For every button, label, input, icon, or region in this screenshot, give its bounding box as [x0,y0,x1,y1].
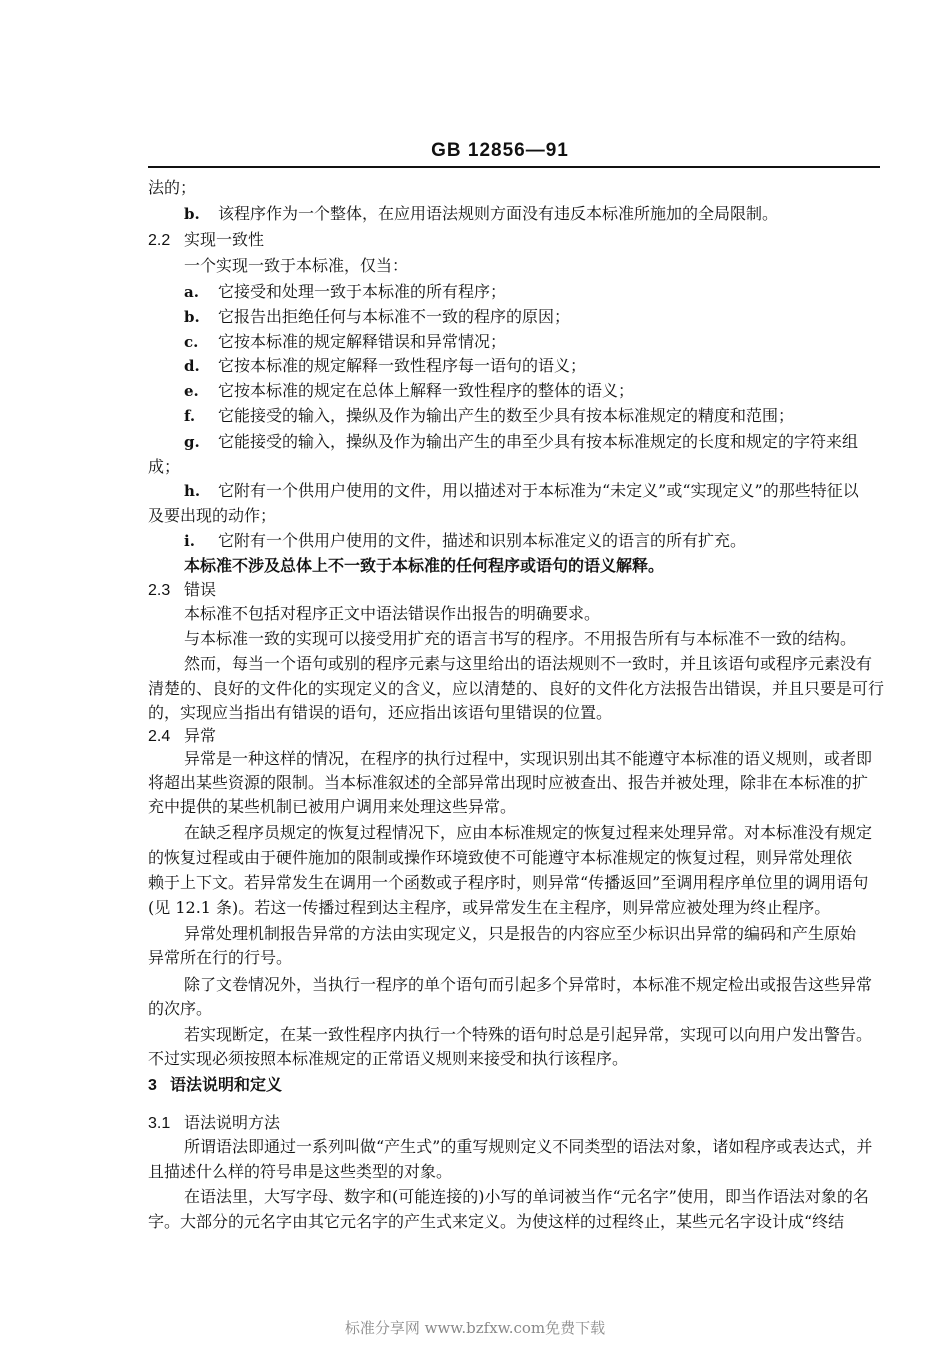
section-number: 3 [148,1077,157,1094]
header-rule [148,166,880,168]
section-title: 语法说明和定义 [170,1075,283,1094]
list-item: 该程序作为一个整体，在应用语法规则方面没有违反本标准所施加的全局限制。 [218,204,779,223]
list-label: f. [184,407,196,425]
text-line: 一个实现一致于本标准，仅当： [184,256,409,275]
text-line: 本标准不涉及总体上不一致于本标准的任何程序或语句的语义解释。 [184,556,665,575]
text-line: 然而，每当一个语句或别的程序元素与这里给出的语法规则不一致时，并且该语句或程序元素没有 [184,654,873,673]
text-line: 的次序。 [148,999,213,1018]
text-line: 充中提供的某些机制已被用户调用来处理这些异常。 [148,797,517,816]
section-number: 2.4 [148,728,171,745]
document-number-header: GB 12856—91 [431,140,569,161]
section-heading-2-4 [148,726,216,746]
section-heading-3 [148,1075,282,1095]
text-line: 在缺乏程序员规定的恢复过程情况下，应由本标准规定的恢复过程来处理异常。对本标准没有规定 [184,823,873,842]
text-line: 在语法里，大写字母、数字和(可能连接的)小写的单词被当作“元名字”使用，即当作语法对象的名 [184,1187,869,1206]
list-item: 它能接受的输入，操纵及作为输出产生的串至少具有按本标准规定的长度和规定的字符来组 [218,432,859,451]
list-label: d. [184,357,200,375]
section-heading-3-1 [148,1113,280,1133]
text-line: 赖于上下文。若异常发生在调用一个函数或子程序时，则异常“传播返回”至调用程序单位里的调用语句 [148,873,869,892]
section-title: 错误 [184,580,217,599]
watermark-footer: 标准分享网 www.bzfxw.com免费下载 [344,1319,606,1337]
section-heading-2-2 [148,230,264,250]
text-line: 除了文卷情况外，当执行一程序的单个语句而引起多个异常时，本标准不规定检出或报告这些异常 [184,975,873,994]
list-label: e. [184,382,199,400]
text-line: 及要出现的动作； [148,506,277,525]
list-label: g. [184,433,200,451]
list-label: b. [184,308,200,326]
text-line: 字。大部分的元名字由其它元名字的产生式来定义。为使这样的过程终止，某些元名字设计成“终结 [148,1212,845,1231]
list-item: 它接受和处理一致于本标准的所有程序； [218,282,507,301]
text-line: 清楚的、良好的文件化的实现定义的含义，应以清楚的、良好的文件化方法报告出错误，并且只要是可行 [148,679,885,698]
list-item: 它按本标准的规定解释错误和异常情况； [218,332,507,351]
list-label: a. [184,283,199,301]
text-line: (见 12.1 条)。若这一传播过程到达主程序，或异常发生在主程序，则异常应被处理为终止程序。 [148,898,831,917]
text-line: 所谓语法即通过一系列叫做“产生式”的重写规则定义不同类型的语法对象，诸如程序或表达式，并 [184,1137,873,1156]
section-heading-2-3 [148,580,216,600]
text-line: 异常所在行的行号。 [148,948,293,967]
text-line: 异常是一种这样的情况，在程序的执行过程中，实现识别出其不能遵守本标准的语义规则，或者即 [184,749,873,768]
list-label: b. [184,205,200,223]
list-item: 它附有一个供用户使用的文件，描述和识别本标准定义的语言的所有扩充。 [218,531,747,550]
list-item: 它按本标准的规定在总体上解释一致性程序的整体的语义； [218,381,635,400]
list-label: c. [184,333,199,351]
list-item: 它附有一个供用户使用的文件，用以描述对于本标准为“未定义”或“实现定义”的那些特征以 [218,481,859,500]
section-number: 3.1 [148,1115,171,1132]
section-number: 2.2 [148,232,171,249]
list-item: 它能接受的输入，操纵及作为输出产生的数至少具有按本标准规定的精度和范围； [218,406,795,425]
text-line: 若实现断定，在某一致性程序内执行一个特殊的语句时总是引起异常，实现可以向用户发出警告。 [184,1025,873,1044]
list-label: i. [184,532,195,550]
text-line: 不过实现必须按照本标准规定的正常语义规则来接受和执行该程序。 [148,1049,629,1068]
list-item: 它报告出拒绝任何与本标准不一致的程序的原因； [218,307,571,326]
section-title: 实现一致性 [184,230,265,249]
text-line: 将超出某些资源的限制。当本标准叙述的全部异常出现时应被查出、报告并被处理，除非在本标准的扩 [148,773,869,792]
text-line: 异常处理机制报告异常的方法由实现定义，只是报告的内容应至少标识出异常的编码和产生原始 [184,924,857,943]
list-label: h. [184,482,201,500]
text-line: 的，实现应当指出有错误的语句，还应指出该语句里错误的位置。 [148,703,613,722]
text-line: 且描述什么样的符号串是这些类型的对象。 [148,1162,453,1181]
text-line: 的恢复过程或由于硬件施加的限制或操作环境致使不可能遵守本标准规定的恢复过程，则异常处理依 [148,848,853,867]
text-line: 法的； [148,178,197,197]
section-number: 2.3 [148,582,171,599]
text-line: 成； [148,457,181,476]
section-title: 异常 [184,726,217,745]
list-item: 它按本标准的规定解释一致性程序每一语句的语义； [218,356,587,375]
text-line: 与本标准一致的实现可以接受用扩充的语言书写的程序。不用报告所有与本标准不一致的结构。 [184,629,857,648]
text-line: 本标准不包括对程序正文中语法错误作出报告的明确要求。 [184,604,601,623]
section-title: 语法说明方法 [184,1113,281,1132]
